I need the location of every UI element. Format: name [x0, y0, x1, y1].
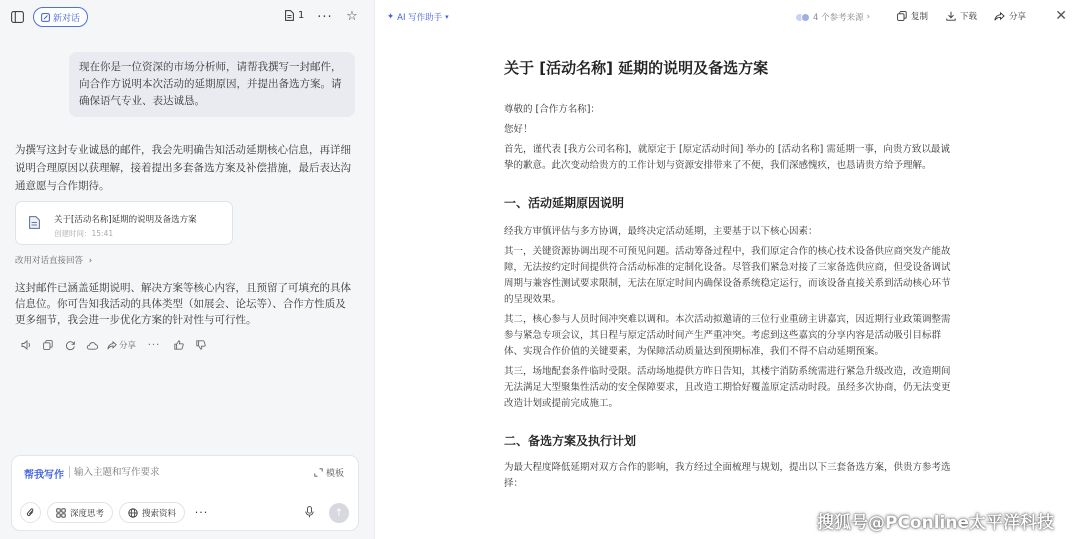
composer [11, 455, 359, 531]
user-message-bubble: 现在你是一位资深的市场分析师，请帮我撰写一封邮件，向合作方说明本次活动的延期原因，并提出备选方案。请确保语气专业、表达诚恳。 [69, 52, 355, 117]
search-sources-button[interactable] [119, 502, 185, 523]
attachment-button[interactable] [20, 502, 41, 523]
share-icon [994, 12, 1005, 21]
expand-icon [314, 468, 323, 477]
share-document-label: 分享 [1009, 12, 1027, 22]
star-icon[interactable]: ☆ [346, 8, 358, 24]
assistant-answer-text: 这封邮件已涵盖延期说明、解决方案等核心内容，且预留了可填充的具体信息位。你可告知我活动的具体类型（如展会、论坛等）、合作方性质及更多细节，我会进一步优化方案的针对性与可行性。 [15, 282, 351, 326]
chevron-right-icon: › [866, 12, 871, 22]
reference-sources-label: 4 个参考来源 [813, 13, 864, 23]
chevron-down-icon: ▾ [445, 13, 449, 21]
arrow-up-icon: ↑ [334, 507, 344, 519]
speaker-icon[interactable] [15, 338, 37, 352]
switch-link-label: 改用对话直接回答 [15, 256, 84, 266]
more-options-icon[interactable]: ··· [317, 9, 333, 25]
ai-writing-assistant-dropdown[interactable] [387, 11, 449, 23]
assistant-label: AI 写作助手 [397, 13, 443, 23]
composer-tools [20, 502, 212, 523]
download-icon [946, 11, 956, 21]
paperclip-icon [26, 507, 35, 518]
document-count: 1 [298, 10, 305, 21]
copy-label: 复制 [911, 12, 929, 22]
message-actions [15, 338, 212, 352]
watermark: 搜狐号@PConline太平洋科技 [816, 513, 1054, 533]
template-button[interactable] [314, 466, 344, 479]
sidebar-toggle-icon[interactable] [9, 9, 25, 25]
document-panel [375, 0, 1080, 539]
section-heading-1: 一、活动延期原因说明 [504, 196, 625, 210]
deep-think-icon [56, 508, 66, 518]
thumbs-up-icon[interactable] [168, 338, 190, 352]
chat-panel [0, 0, 375, 539]
regenerate-icon[interactable] [59, 338, 81, 352]
new-chat-label: 新对话 [53, 13, 81, 24]
section-1-lead: 经我方审慎评估与多方协调，最终决定活动延期，主要基于以下核心因素： [504, 226, 818, 237]
new-chat-button[interactable] [33, 7, 88, 27]
copy-icon[interactable] [37, 338, 59, 352]
more-tools-icon[interactable]: ··· [194, 506, 209, 519]
writing-mode-label[interactable]: 帮我写作 [24, 470, 64, 481]
deep-think-label: 深度思考 [70, 508, 105, 519]
switch-to-chat-answer-link[interactable] [15, 254, 92, 266]
cloud-save-icon[interactable] [81, 338, 103, 352]
generated-document-card[interactable] [15, 201, 233, 245]
share-label: 分享 [119, 341, 137, 351]
send-button[interactable] [329, 503, 349, 523]
sparkle-icon: ✦ [387, 12, 395, 22]
document-count-button[interactable] [285, 10, 304, 21]
section-1-reason-1: 其一，关键资源协调出现不可预见问题。活动筹备过程中，我们原定合作的核心技术设备供应商突发产能故障，无法按约定时间提供符合活动标准的定制化设备。尽管我们紧急对接了三家备选供应商，但受设备调试周期与兼容性测试要求限制，无法在原定时间内确保设备系统稳定运行，而该设备直接关系到活动核心环节的呈现效果。 [504, 246, 951, 305]
microphone-icon[interactable] [305, 506, 314, 521]
divider [69, 466, 70, 478]
section-heading-2: 二、备选方案及执行计划 [504, 434, 637, 448]
thumbs-down-icon[interactable] [190, 338, 212, 352]
globe-icon [128, 508, 138, 518]
download-label: 下载 [960, 12, 978, 22]
document-greeting: 您好！ [504, 124, 533, 135]
deep-think-button[interactable] [47, 502, 113, 523]
assistant-intro-text: 为撰写这封专业诚恳的邮件，我会先明确告知活动延期核心信息，再详细说明合理原因以获理解，接着提出多套备选方案及补偿措施，最后表达沟通意愿与合作期待。 [15, 144, 351, 192]
document-icon [29, 216, 41, 230]
edit-icon [41, 13, 50, 22]
section-1-reason-3: 其三，场地配套条件临时受限。活动场地提供方昨日告知，其楼宇消防系统需进行紧急升级改造，改造期间无法满足大型聚集性活动的安全保障要求，且改造工期恰好覆盖原定活动时段。虽经多次协商，仍无法变更改造计划或提前完成施工。 [504, 366, 951, 409]
template-label: 模板 [325, 469, 344, 479]
search-sources-label: 搜索资料 [142, 508, 177, 519]
copy-button[interactable] [897, 10, 928, 22]
copy-icon [897, 11, 907, 21]
chevron-right-icon: › [88, 256, 93, 266]
document-icon [285, 10, 294, 21]
share-icon [107, 341, 117, 350]
share-document-button[interactable] [994, 10, 1026, 22]
download-button[interactable] [946, 10, 977, 22]
document-card-time: 创建时间：15:41 [54, 229, 114, 238]
chat-toolbar [0, 0, 375, 34]
prompt-input[interactable] [74, 463, 304, 481]
document-card-title: 关于[活动名称]延期的说明及备选方案 [54, 215, 197, 225]
close-icon[interactable]: ✕ [1055, 8, 1067, 24]
source-avatars-icon [795, 13, 810, 22]
reference-sources-button[interactable] [795, 11, 870, 23]
document-content [504, 56, 954, 492]
more-actions-icon[interactable]: ··· [147, 339, 161, 351]
document-salutation: 尊敬的 [合作方名称]： [504, 104, 600, 115]
share-button[interactable] [103, 338, 140, 352]
document-title: 关于 [活动名称] 延期的说明及备选方案 [504, 59, 769, 77]
section-2-lead: 为最大程度降低延期对双方合作的影响，我方经过全面梳理与规划，提出以下三套备选方案，供贵方参考选择： [504, 462, 951, 489]
section-1-reason-2: 其二，核心参与人员时间冲突难以调和。本次活动拟邀请的三位行业重磅主讲嘉宾，因近期行业政策调整需参与紧急专项会议，其日程与原定活动时间产生严重冲突。考虑到这些嘉宾的分享内容是活动吸引目标群体、实现合作价值的关键要素，为保障活动质量达到预期标准，我们不得不启动延期预案。 [504, 314, 951, 357]
document-intro-paragraph: 首先，谨代表 [我方公司名称]，就原定于 [原定活动时间] 举办的 [活动名称] 需延期一事，向贵方致以最诚挚的歉意。此次变动给贵方的工作计划与资源安排带来了不便，我们深感愧疚，也恳请贵方给予理解。 [504, 144, 950, 171]
document-toolbar [375, 0, 1080, 34]
